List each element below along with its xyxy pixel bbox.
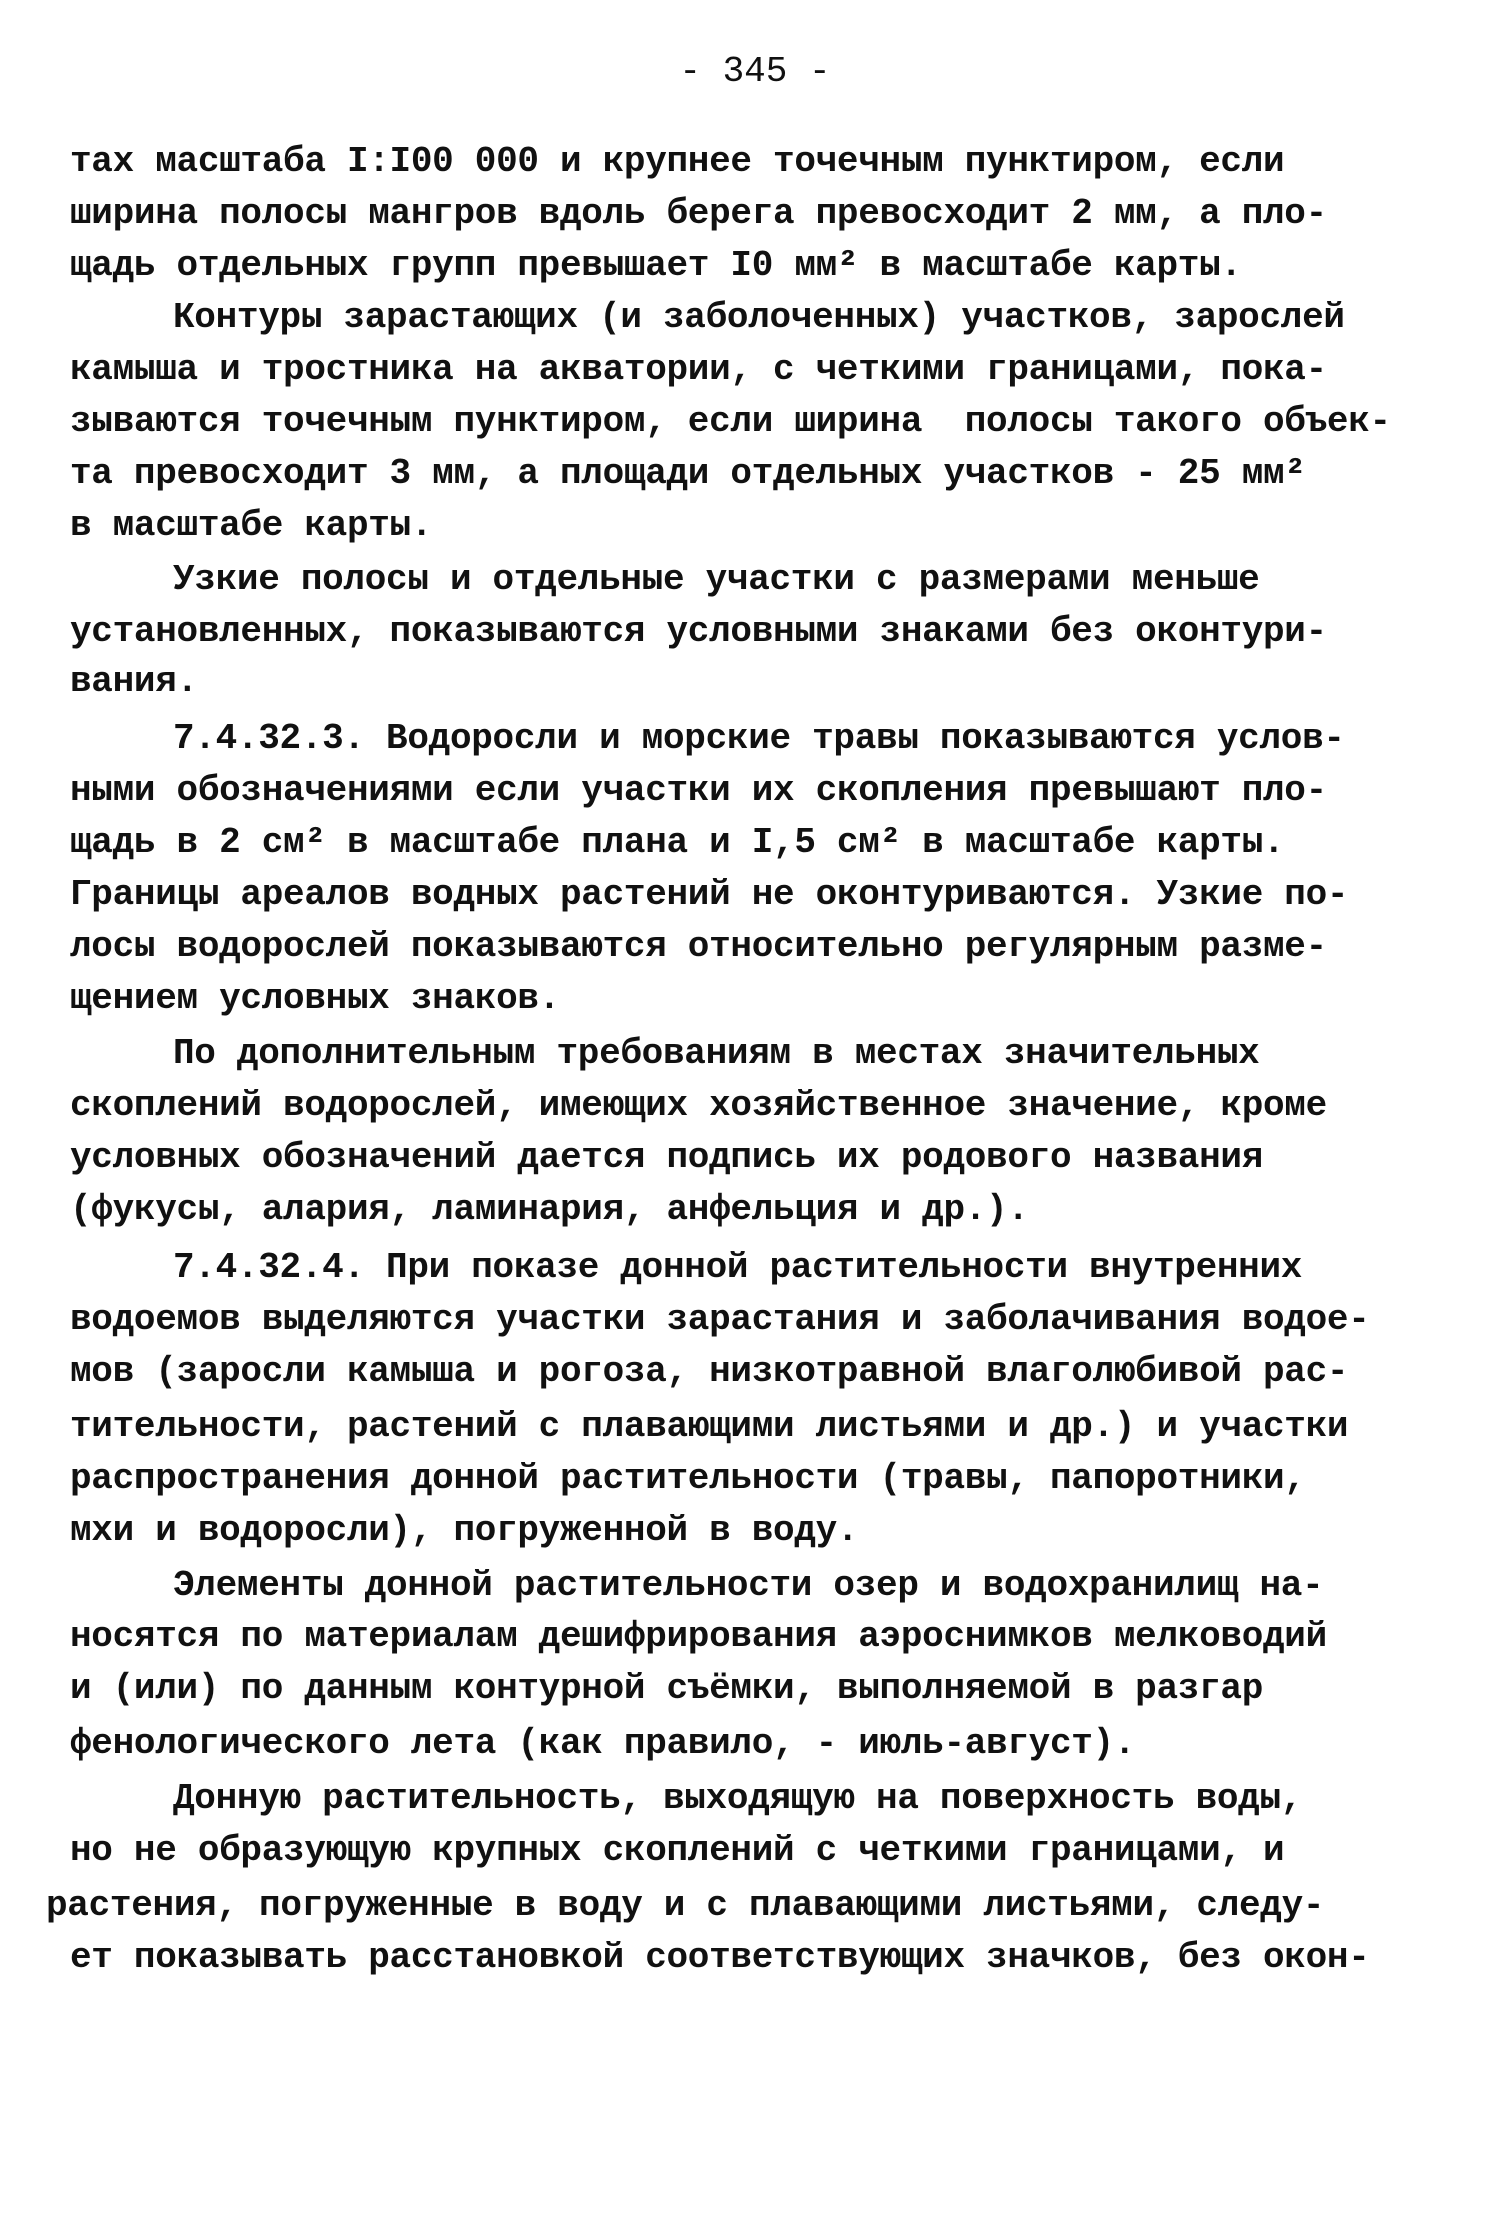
text-line: установленных, показываются условными знаками без оконтури- bbox=[70, 611, 1327, 652]
text-line: По дополнительным требованиям в местах значительных bbox=[173, 1033, 1260, 1074]
text-line: зываются точечным пунктиром, если ширина полосы такого объек- bbox=[70, 401, 1391, 442]
text-line: фенологического лета (как правило, - июль-август). bbox=[70, 1723, 1136, 1764]
text-line: Границы ареалов водных растений не оконтуриваются. Узкие по- bbox=[70, 874, 1349, 915]
text-line: растения, погруженные в воду и с плавающими листьями, следу- bbox=[46, 1885, 1325, 1926]
text-line: лосы водорослей показываются относительно регулярным разме- bbox=[70, 926, 1327, 967]
text-line: та превосходит 3 мм, а площади отдельных участков - 25 мм² bbox=[70, 453, 1306, 494]
text-line: водоемов выделяются участки зарастания и заболачивания водое- bbox=[70, 1299, 1370, 1340]
text-line: тах масштаба I:I00 000 и крупнее точечным пунктиром, если bbox=[70, 141, 1285, 182]
text-line: щадь отдельных групп превышает I0 мм² в масштабе карты. bbox=[70, 245, 1242, 286]
text-line: скоплений водорослей, имеющих хозяйственное значение, кроме bbox=[70, 1085, 1327, 1126]
text-line: (фукусы, алария, ламинария, анфельция и др.). bbox=[70, 1189, 1029, 1230]
text-line: ширина полосы мангров вдоль берега превосходит 2 мм, а пло- bbox=[70, 193, 1327, 234]
text-line: мов (заросли камыша и рогоза, низкотравной влаголюбивой рас- bbox=[70, 1351, 1349, 1392]
text-line: условных обозначений дается подпись их родового названия bbox=[70, 1137, 1263, 1178]
text-line: и (или) по данным контурной съёмки, выполняемой в разгар bbox=[70, 1668, 1263, 1709]
text-line: Контуры зарастающих (и заболоченных) участков, зарослей bbox=[173, 297, 1345, 338]
page-number: - 345 - bbox=[679, 51, 831, 92]
section-heading-line: 7.4.32.4. При показе донной растительности внутренних bbox=[173, 1247, 1303, 1288]
text-line: вания. bbox=[70, 661, 198, 702]
text-line: ными обозначениями если участки их скопления превышают пло- bbox=[70, 770, 1327, 811]
text-line: в масштабе карты. bbox=[70, 505, 433, 546]
text-line: Узкие полосы и отдельные участки с размерами меньше bbox=[173, 559, 1260, 600]
text-line: носятся по материалам дешифрирования аэроснимков мелководий bbox=[70, 1616, 1327, 1657]
text-line: тительности, растений с плавающими листьями и др.) и участки bbox=[70, 1406, 1349, 1447]
text-line: щадь в 2 см² в масштабе плана и I,5 см² в масштабе карты. bbox=[70, 822, 1285, 863]
text-line: Донную растительность, выходящую на поверхность воды, bbox=[173, 1778, 1303, 1819]
text-line: распространения донной растительности (травы, папоротники, bbox=[70, 1458, 1306, 1499]
text-line: мхи и водоросли), погруженной в воду. bbox=[70, 1510, 859, 1551]
text-line: щением условных знаков. bbox=[70, 978, 560, 1019]
text-line: Элементы донной растительности озер и водохранилищ на- bbox=[173, 1565, 1324, 1606]
text-line: но не образующую крупных скоплений с четкими границами, и bbox=[70, 1830, 1285, 1871]
text-line: камыша и тростника на акватории, с четкими границами, пока- bbox=[70, 349, 1327, 390]
section-heading-line: 7.4.32.3. Водоросли и морские травы показываются услов- bbox=[173, 718, 1345, 759]
text-line: ет показывать расстановкой соответствующих значков, без окон- bbox=[70, 1937, 1370, 1978]
